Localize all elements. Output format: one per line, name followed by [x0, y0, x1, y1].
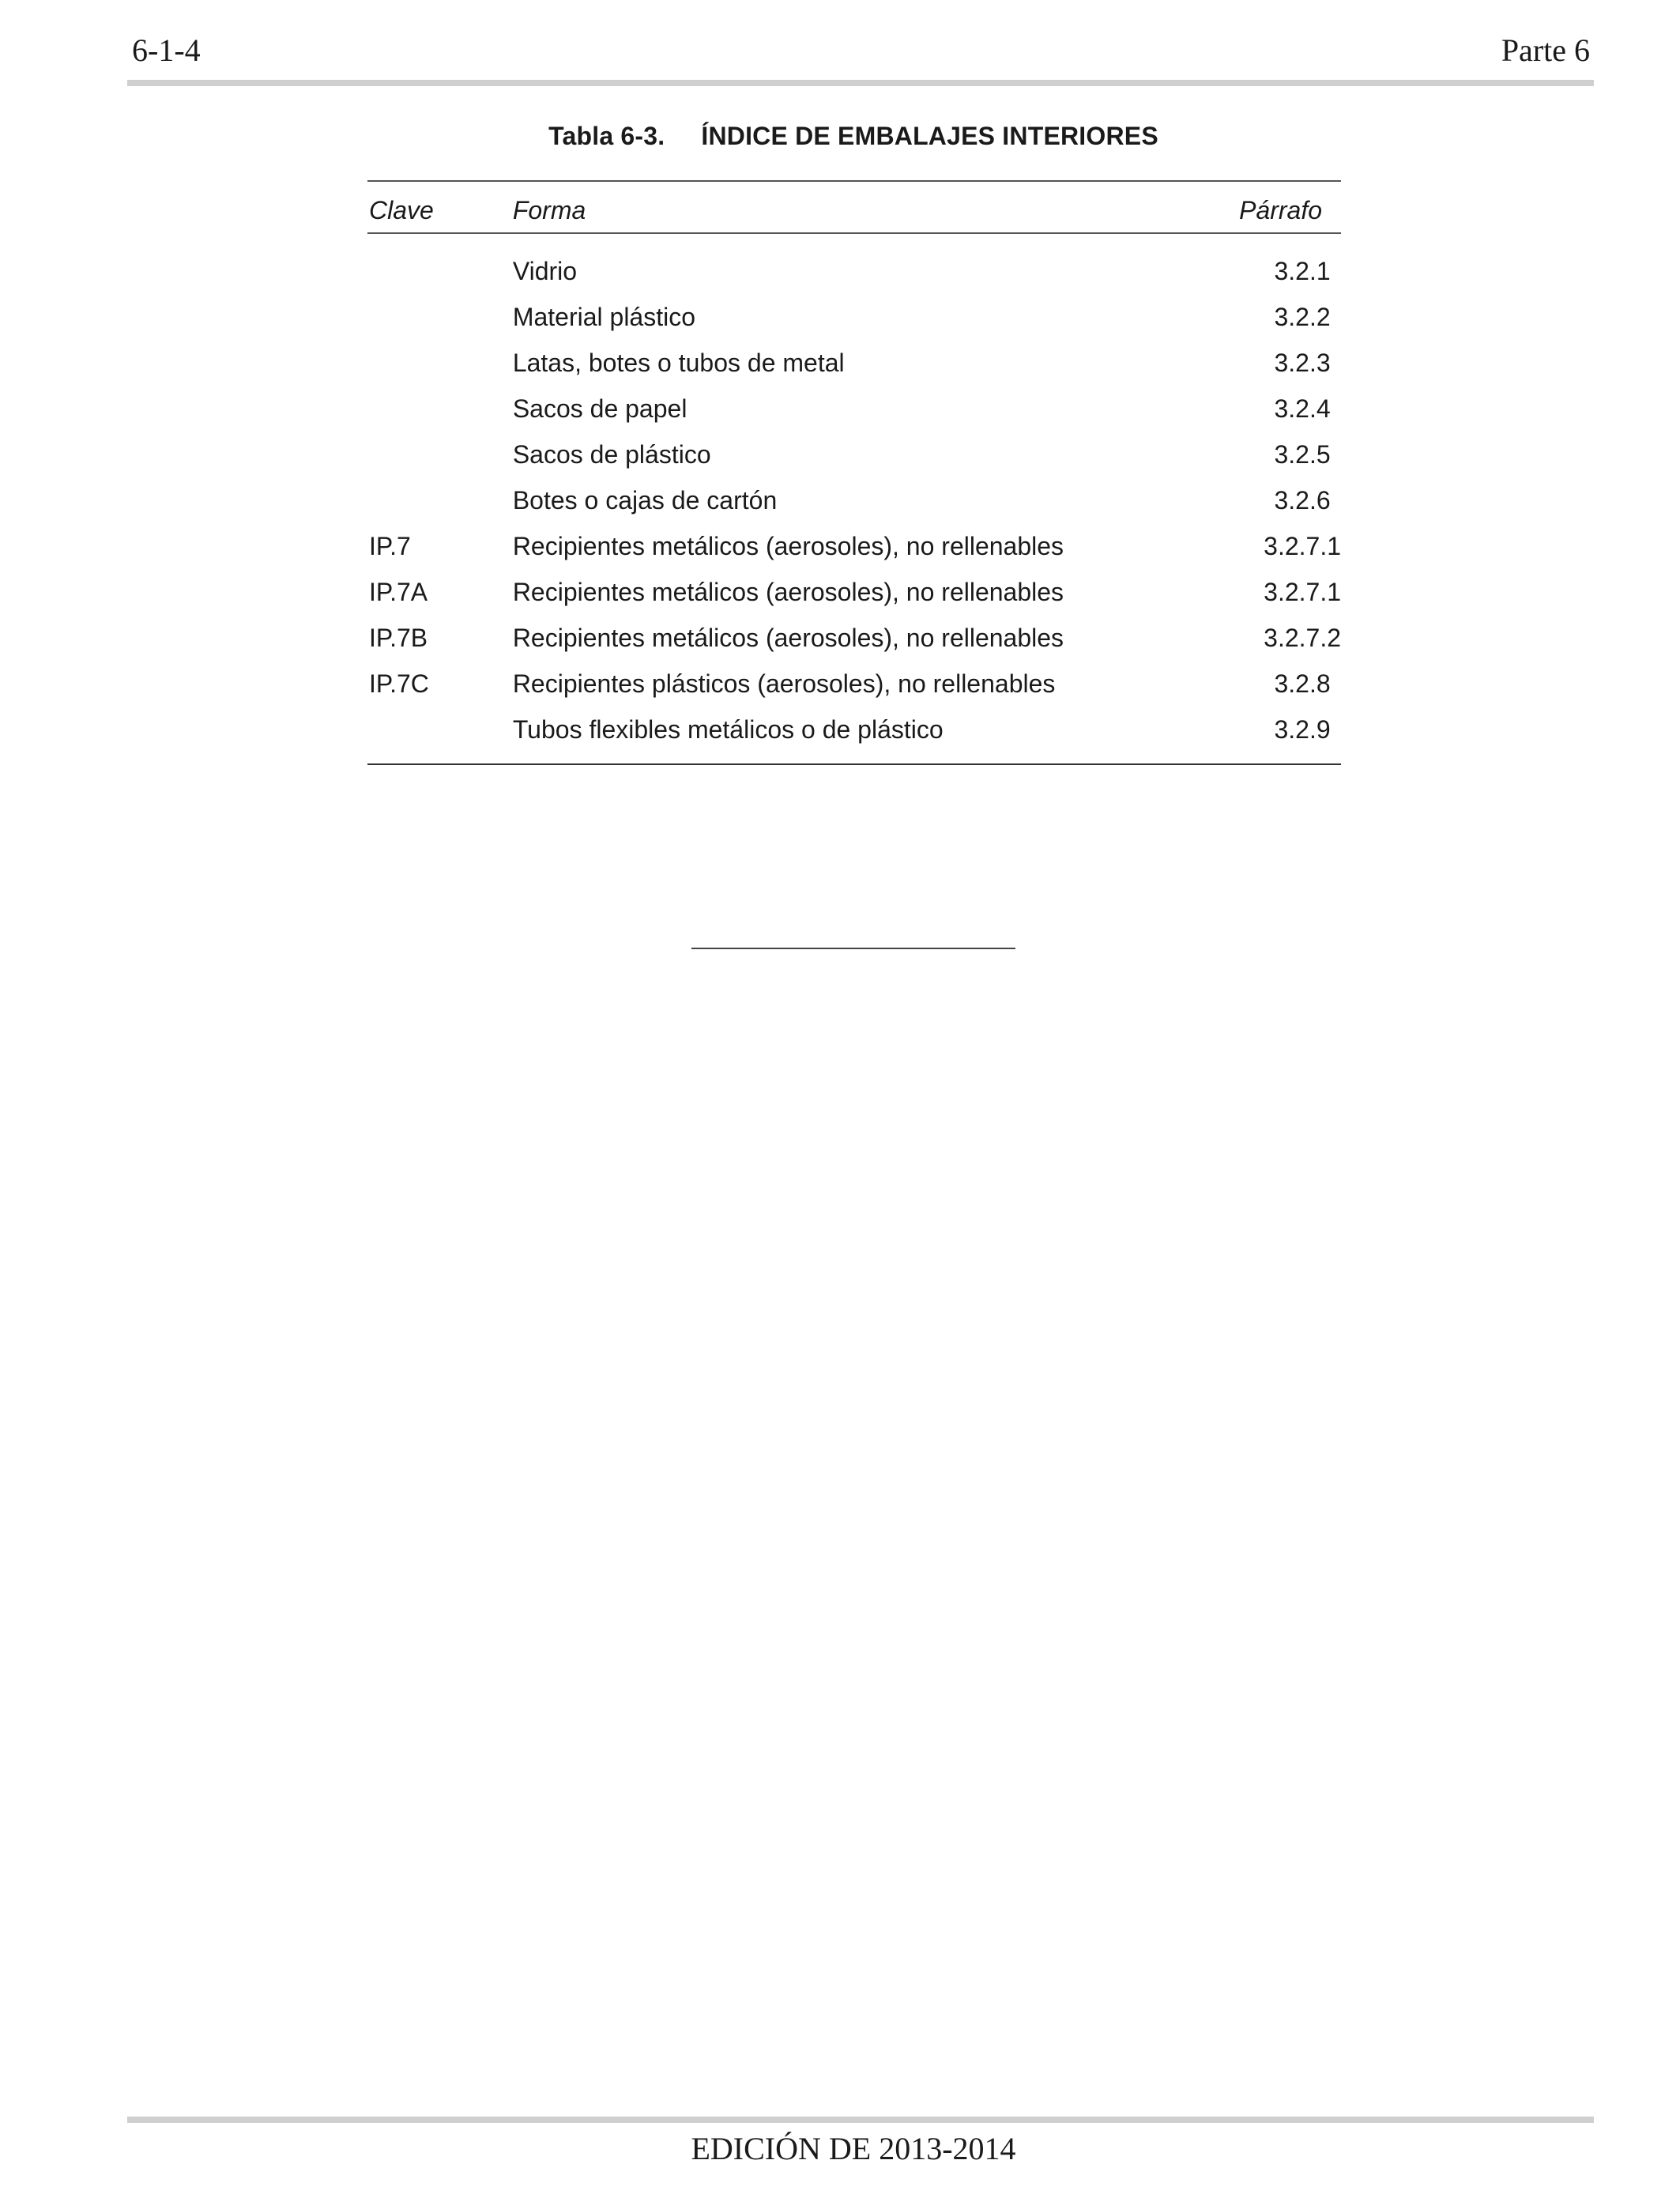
table-row [367, 615, 1341, 661]
cell-clave [367, 340, 513, 386]
table-row [367, 661, 1341, 707]
edition-footer: EDICIÓN DE 2013-2014 [691, 2131, 1016, 2166]
cell-forma: Latas, botes o tubos de metal [512, 348, 845, 377]
cell-clave: IP.7C [369, 669, 429, 698]
cell-forma: Material plástico [512, 302, 696, 331]
cell-parrafo: 3.2.9 [1230, 707, 1341, 764]
part-label: Parte 6 [1501, 32, 1590, 68]
cell-forma: Recipientes plásticos (aerosoles), no rellenables [512, 669, 1056, 698]
cell-parrafo: 3.2.7.1 [1264, 531, 1341, 560]
cell-forma: Botes o cajas de cartón [512, 485, 778, 515]
column-header-forma: Forma [513, 181, 1230, 233]
page-number: 6-1-4 [132, 32, 201, 68]
cell-forma: Sacos de plástico [512, 439, 711, 469]
page-header [129, 30, 1593, 77]
cell-clave [367, 707, 513, 764]
cell-parrafo: 3.2.6 [1274, 485, 1331, 515]
cell-clave: IP.7B [369, 623, 428, 652]
cell-clave: IP.7 [369, 531, 411, 560]
table-row [367, 523, 1341, 569]
table-row [367, 477, 1341, 523]
cell-clave [367, 294, 513, 340]
cell-parrafo: 3.2.5 [1274, 439, 1331, 469]
table-row [367, 386, 1341, 432]
cell-forma: Vidrio [512, 256, 578, 285]
header-divider [127, 80, 1594, 86]
table-row [367, 432, 1341, 477]
column-header-parrafo: Párrafo [1230, 181, 1341, 233]
table-row [367, 340, 1341, 386]
table-title [0, 122, 1680, 151]
cell-parrafo: 3.2.1 [1274, 256, 1331, 285]
cell-forma: Sacos de papel [512, 394, 687, 423]
table-header-row [367, 181, 1341, 233]
cell-forma: Recipientes metálicos (aerosoles), no rellenables [512, 623, 1064, 652]
cell-parrafo: 3.2.7.1 [1264, 577, 1341, 606]
cell-forma: Recipientes metálicos (aerosoles), no rellenables [512, 577, 1064, 606]
end-of-section-rule [691, 948, 1015, 949]
table-title-number: Tabla 6-3. [548, 122, 665, 150]
table-row [367, 233, 1341, 294]
cell-clave [367, 477, 513, 523]
table-row [367, 707, 1341, 764]
cell-clave [367, 386, 513, 432]
cell-parrafo: 3.2.7.2 [1264, 623, 1341, 652]
cell-clave [367, 432, 513, 477]
table-title-text: ÍNDICE DE EMBALAJES INTERIORES [701, 122, 1158, 150]
footer-divider [127, 2117, 1594, 2123]
cell-clave: IP.7A [369, 577, 428, 606]
cell-clave [367, 233, 513, 294]
table-body [367, 233, 1341, 764]
column-header-clave: Clave [367, 181, 513, 233]
table-row [367, 294, 1341, 340]
cell-parrafo: 3.2.8 [1274, 669, 1331, 698]
table-row [367, 569, 1341, 615]
cell-forma: Tubos flexibles metálicos o de plástico [513, 707, 1230, 764]
cell-parrafo: 3.2.2 [1274, 302, 1331, 331]
inner-packaging-index-table [367, 180, 1341, 765]
cell-forma: Recipientes metálicos (aerosoles), no rellenables [512, 531, 1064, 560]
cell-parrafo: 3.2.3 [1274, 348, 1331, 377]
cell-parrafo: 3.2.4 [1274, 394, 1331, 423]
